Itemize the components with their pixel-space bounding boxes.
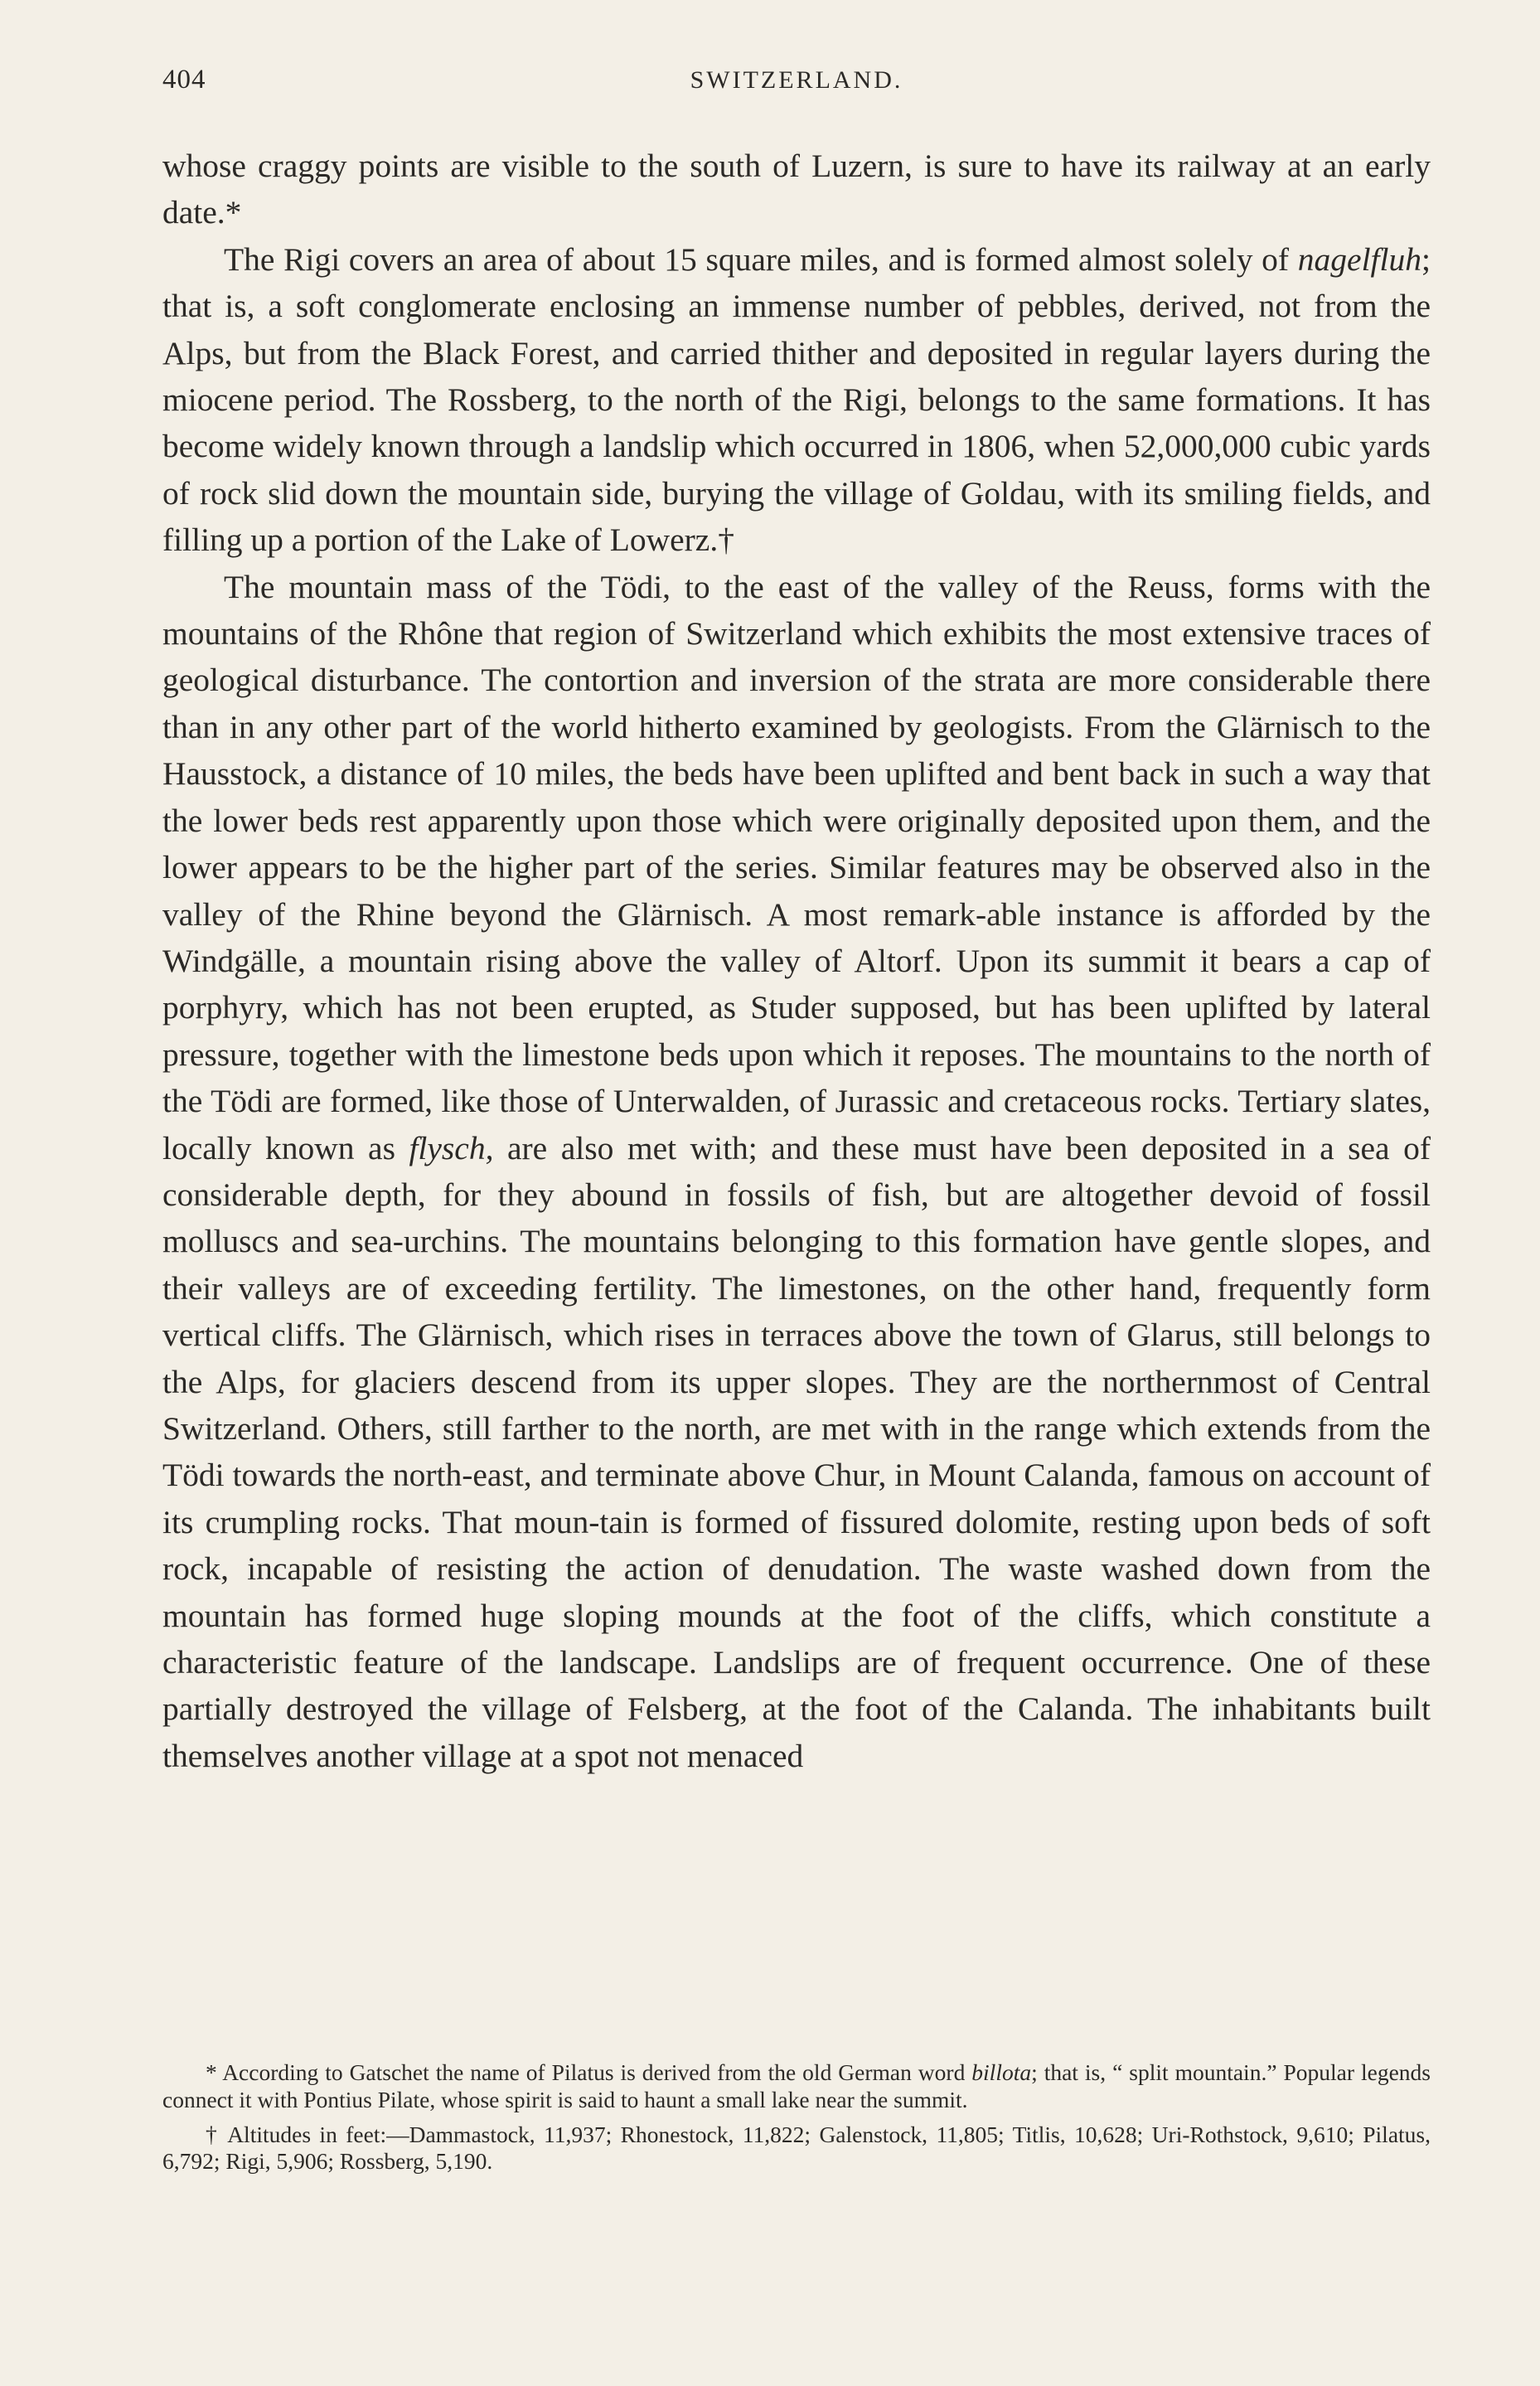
paragraph-todi-text-2: are also met with; and these must have been deposited in a sea of considerable depth, for they abound in fossils of fish, but are altogether devoid of fossil molluscs and sea-urchins. The mountains belonging to this formation have gentle slopes, and their valleys are of exceeding fertility. The limestones, on the other hand, frequently form vertical cliffs. The Glärnisch, which rises in terraces above the town of Glarus, still belongs to the Alps, for glaciers descend from its upper slopes. They are the northernmost of Central Switzerland. Others, still farther to the north, are met with in the range which extends from the Tödi towards the north-east, and terminate above Chur, in Mount Calanda, famous on account of its crumpling rocks. That moun-tain is formed of fissured dolomite, resting upon beds of soft rock, incapable of resisting the action of denudation. The waste washed down from the mountain has formed huge sloping mounds at the foot of the cliffs, which constitute a characteristic feature of the landscape. Landslips are of frequent occurrence. One of these partially destroyed the village of Felsberg, at the foot of the Calanda. The inhabitants built themselves another village at a spot not menaced [162,1129,1431,1774]
footnote-asterisk-text-2: ; that is, “ split mountain.” Popular legends connect it with Pontius Pilate, whose spirit is said to haunt a small lake near the summit. [162,2059,1431,2112]
page-number: 404 [162,65,206,95]
footnote-asterisk [162,2059,1431,2114]
footnote-dagger: † Altitudes in feet:—Dammastock, 11,937; Rhonestock, 11,822; Galenstock, 11,805; Titlis, 10,628; Uri-Rothstock, 9,610; Pilatus, 6,792; Rigi, 5,906; Rossberg, 5,190. [162,2121,1431,2175]
footnote-asterisk-text-1: * According to Gatschet the name of Pilatus is derived from the old German word [206,2059,972,2085]
paragraph-todi [162,564,1431,1780]
paragraph-rigi-text-2: ; that is, a soft conglomerate enclosing an immense number of pebbles, derived, not from the Alps, but from the Black Forest, and carried thither and deposited in regular layers during the miocene period. The Rossberg, to the north of the Rigi, belongs to the same formations. It has become widely known through a landslip which occurred in 1806, when 52,000,000 cubic yards of rock slid down the mountain side, burying the village of Goldau, with its smiling fields, and filling up a portion of the Lake of Lowerz.† [162,240,1431,559]
term-nagelfluh: nagelfluh [1297,240,1422,278]
footnotes [162,2059,1431,2175]
page-header [162,65,1431,106]
paragraph-rigi [162,236,1431,564]
paragraph-rigi-text-1: The Rigi covers an area of about 15 square miles, and is formed almost solely of [224,240,1298,278]
term-flysch: flysch, [409,1129,494,1166]
running-head: SWITZERLAND. [690,66,903,94]
term-billota: billota [971,2059,1032,2085]
paragraph-todi-text-1: The mountain mass of the Tödi, to the east of the valley of the Reuss, forms with the mountains of the Rhône that region of Switzerland which exhibits the most extensive traces of geological disturbance. The contortion and inversion of the strata are more considerable there than in any other part of the world hitherto examined by geologists. From the Glärnisch to the Hausstock, a distance of 10 miles, the beds have been uplifted and bent back in such a way that the lower beds rest apparently upon those which were originally deposited upon them, and the lower appears to be the higher part of the series. Similar features may be observed also in the valley of the Rhine beyond the Glärnisch. A most remark-able instance is afforded by the Windgälle, a mountain rising above the valley of Altorf. Upon its summit it bears a cap of porphyry, which has not been erupted, as Studer supposed, but has been uplifted by lateral pressure, together with the limestone beds upon which it reposes. The mountains to the north of the Tödi are formed, like those of Unterwalden, of Jurassic and cretaceous rocks. Tertiary slates, locally known as [162,568,1431,1166]
main-text [162,143,1431,1779]
paragraph-continued: whose craggy points are visible to the south of Luzern, is sure to have its railway at an early date.* [162,148,1431,231]
